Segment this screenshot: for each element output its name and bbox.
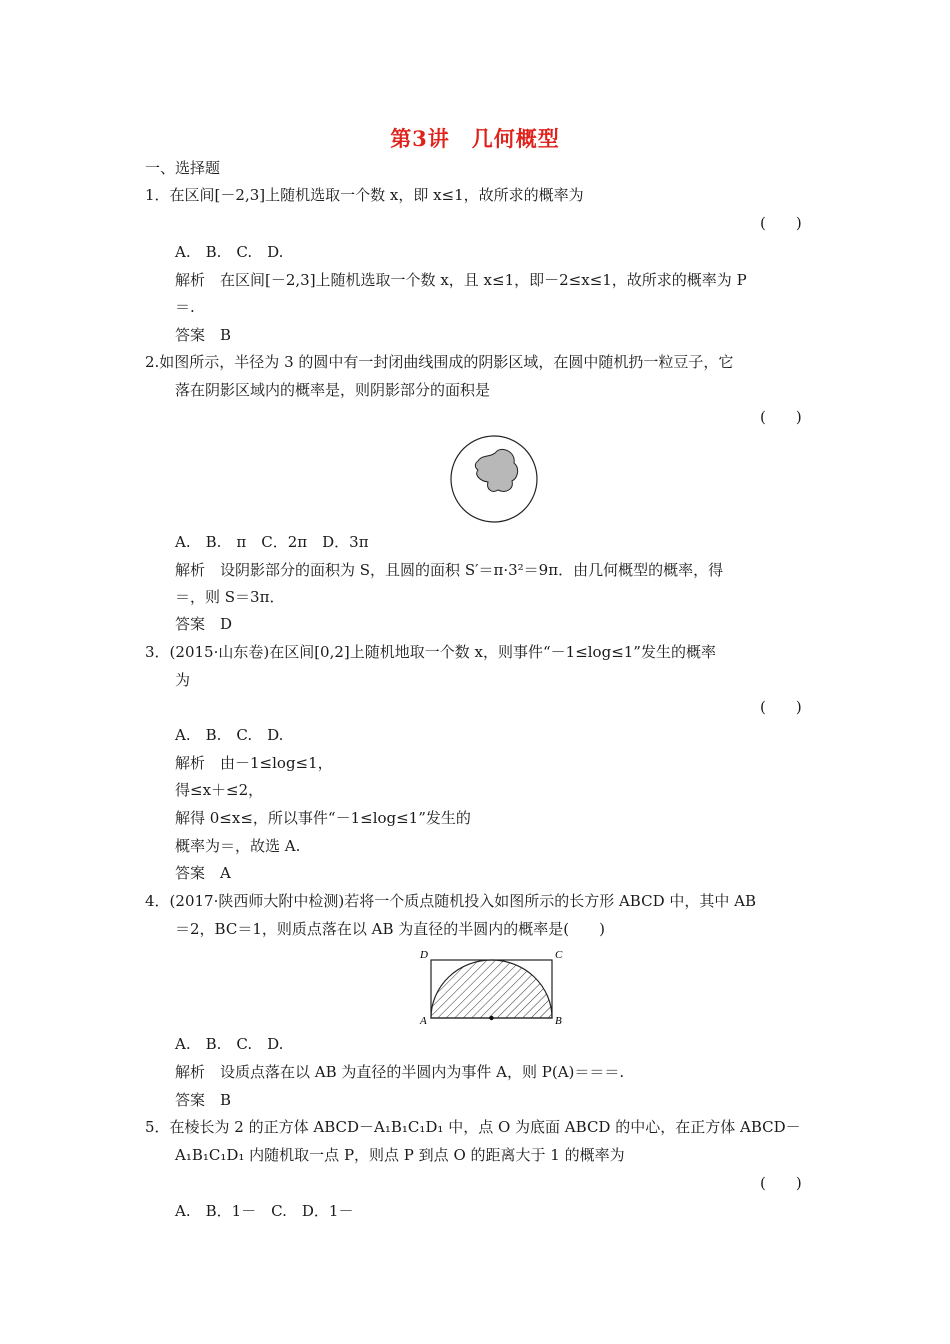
q2-analysis-line2: ＝，则 S＝3π． bbox=[175, 588, 285, 606]
center-point bbox=[489, 1016, 493, 1020]
q3-analysis-line2: 得≤x＋≤2， bbox=[175, 781, 264, 799]
section-heading: 一、选择题 bbox=[145, 159, 221, 177]
q5-answer-paren: ( ) bbox=[760, 1174, 802, 1192]
q1-stem: 1．在区间[－2,3]上随机选取一个数 x，即 x≤1，故所求的概率为 bbox=[145, 186, 584, 204]
q5-stem-line1: 5．在棱长为 2 的正方体 ABCD－A₁B₁C₁D₁ 中，点 O 为底面 ABCD 的中心，在正方体 ABCD－ bbox=[145, 1118, 801, 1136]
q3-options: A. B. C. D. bbox=[175, 726, 284, 744]
q3-analysis-line4: 概率为＝，故选 A. bbox=[175, 837, 301, 855]
label-b: B bbox=[555, 1015, 562, 1027]
q5-options: A. B．1－ C. D．1－ bbox=[175, 1202, 354, 1220]
q3-answer: 答案 A bbox=[175, 864, 231, 882]
label-a: A bbox=[420, 1015, 427, 1027]
rectangle-semicircle-figure bbox=[418, 944, 570, 1030]
q2-stem-line2: 落在阴影区域内的概率是，则阴影部分的面积是 bbox=[175, 381, 491, 399]
shaded-region bbox=[475, 449, 517, 491]
hatched-semicircle bbox=[431, 960, 552, 1018]
q5-stem-line2: A₁B₁C₁D₁ 内随机取一点 P，则点 P 到点 O 的距离大于 1 的概率为 bbox=[175, 1146, 625, 1164]
q3-analysis-line3: 解得 0≤x≤，所以事件“－1≤log≤1”发生的 bbox=[175, 809, 471, 827]
q4-answer: 答案 B bbox=[175, 1091, 232, 1109]
q3-answer-paren: ( ) bbox=[760, 698, 802, 716]
q2-stem-line1: 2.如图所示，半径为 3 的圆中有一封闭曲线围成的阴影区域，在圆中随机扔一粒豆子，它 bbox=[145, 353, 734, 371]
q1-options: A. B. C. D. bbox=[175, 243, 284, 261]
q3-stem-line2: 为 bbox=[175, 671, 191, 689]
q4-stem-line2: ＝2，BC＝1，则质点落在以 AB 为直径的半圆内的概率是( ) bbox=[175, 920, 605, 938]
q2-options: A. B. π C．2π D．3π bbox=[175, 533, 369, 551]
circle-shaded-figure bbox=[440, 434, 548, 524]
q1-analysis-line2: ＝. bbox=[175, 298, 195, 316]
label-d: D bbox=[420, 949, 428, 961]
label-c: C bbox=[555, 949, 563, 961]
q1-answer-paren: ( ) bbox=[760, 214, 802, 232]
q2-answer-paren: ( ) bbox=[760, 408, 802, 426]
q3-analysis-line1: 解析 由－1≤log≤1， bbox=[175, 754, 333, 772]
q4-analysis: 解析 设质点落在以 AB 为直径的半圆内为事件 A，则 P(A)＝＝＝. bbox=[175, 1063, 625, 1081]
q2-analysis-line1: 解析 设阴影部分的面积为 S，且圆的面积 S′＝π·3²＝9π．由几何概型的概率，得 bbox=[175, 561, 724, 579]
q3-stem-line1: 3．(2015·山东卷)在区间[0,2]上随机地取一个数 x，则事件“－1≤log≤1”发生的概率 bbox=[145, 643, 716, 661]
q4-options: A. B. C. D. bbox=[175, 1035, 284, 1053]
page-title: 第3讲 几何概型 bbox=[390, 126, 560, 151]
q1-answer: 答案 B bbox=[175, 326, 232, 344]
q4-stem-line1: 4．(2017·陕西师大附中检测)若将一个质点随机投入如图所示的长方形 ABCD 中，其中 AB bbox=[145, 892, 756, 910]
q1-analysis-line1: 解析 在区间[－2,3]上随机选取一个数 x，且 x≤1，即－2≤x≤1，故所求的概率为 P bbox=[175, 271, 747, 289]
q2-answer: 答案 D bbox=[175, 615, 233, 633]
